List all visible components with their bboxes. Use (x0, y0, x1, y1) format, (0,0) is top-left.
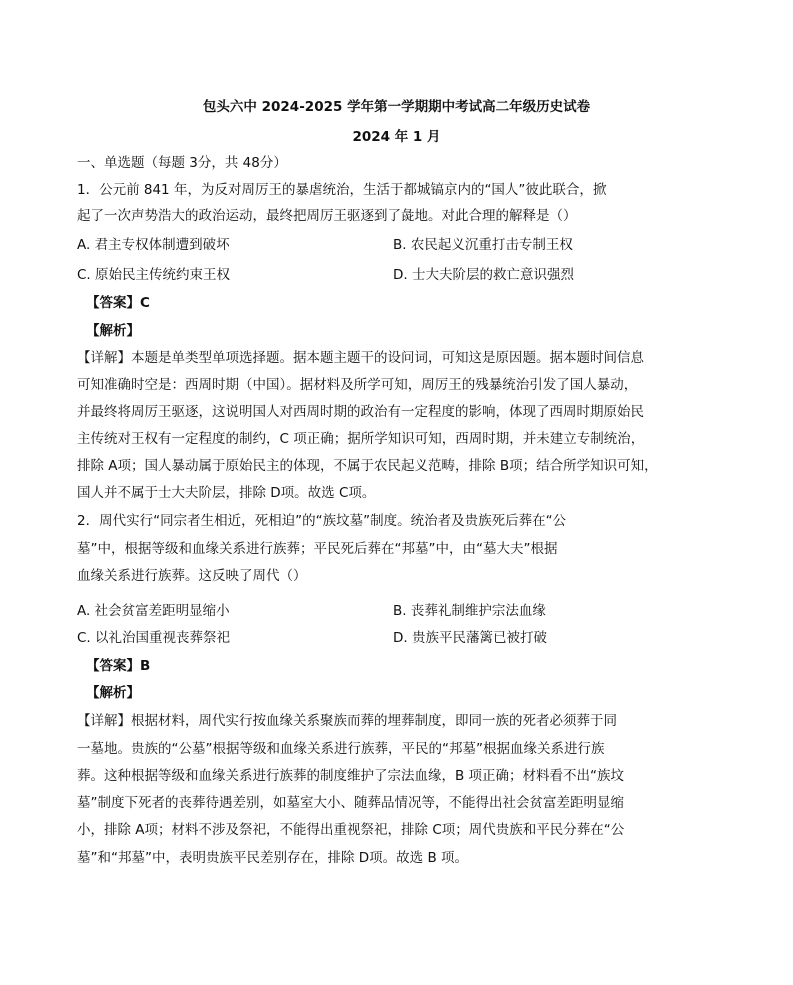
q2-stem-line: 墓”中，根据等级和血缘关系进行族葬；平民死后葬在“邦墓”中，由“墓大夫”根据 (77, 541, 558, 557)
q1-option-d: D. 士大夫阶层的救亡意识强烈 (393, 267, 574, 283)
q1-stem-line: 1．公元前 841 年，为反对周厉王的暴虐统治，生活于都城镐京内的“国人”彼此联合，掀 (77, 182, 607, 198)
q2-stem-line: 2．周代实行“同宗者生相近，死相迫”的“族坟墓”制度。统治者及贵族死后葬在“公 (77, 513, 567, 529)
q1-detail-line: 可知准确时空是：西周时期（中国）。据材料及所学可知，周厉王的残暴统治引发了国人暴动， (77, 377, 638, 393)
q2-detail-line: 墓”制度下死者的丧葬待遇差别，如墓室大小、随葬品情况等，不能得出社会贫富差距明显缩 (77, 795, 624, 811)
q1-stem-line: 起了一次声势浩大的政治运动，最终把周厉王驱逐到了彘地。对此合理的解释是（） (77, 208, 577, 224)
q1-detail-line: 国人并不属于士大夫阶层，排除 D项。故选 C项。 (77, 485, 376, 501)
q1-detail-line: 【详解】本题是单类型单项选择题。据本题主题干的设问词，可知这是原因题。据本题时间信息 (77, 350, 644, 366)
q2-detail-line: 墓”和“邦墓”中，表明贵族平民差别存在，排除 D项。故选 B 项。 (77, 850, 469, 866)
section-heading: 一、单选题（每题 3分，共 48分） (77, 155, 287, 171)
q2-detail-line: 小，排除 A项；材料不涉及祭祀，不能得出重视祭祀，排除 C项；周代贵族和平民分葬在“公 (77, 822, 625, 838)
q1-analysis-label: 【解析】 (86, 323, 140, 339)
q1-detail-line: 主传统对王权有一定程度的制约，C 项正确；据所学知识可知，西周时期，并未建立专制统治， (77, 431, 645, 447)
q1-option-a: A. 君主专权体制遭到破坏 (77, 237, 230, 253)
q2-option-a: A. 社会贫富差距明显缩小 (77, 603, 230, 619)
q1-answer: 【答案】C (86, 295, 150, 311)
q2-option-c: C. 以礼治国重视丧葬祭祀 (77, 630, 231, 646)
q2-option-d: D. 贵族平民藩篱已被打破 (393, 630, 547, 646)
q2-stem-line: 血缘关系进行族葬。这反映了周代（） (77, 568, 307, 584)
q1-option-c: C. 原始民主传统约束王权 (77, 267, 231, 283)
q2-detail-line: 一墓地。贵族的“公墓”根据等级和血缘关系进行族葬，平民的“邦墓”根据血缘关系进行族 (77, 741, 605, 757)
q1-option-b: B. 农民起义沉重打击专制王权 (393, 237, 573, 253)
exam-date: 2024 年 1 月 (352, 129, 441, 145)
q1-detail-line: 并最终将周厉王驱逐，这说明国人对西周时期的政治有一定程度的影响，体现了西周时期原始民 (77, 404, 644, 420)
q1-detail-line: 排除 A项；国人暴动属于原始民主的体现，不属于农民起义范畴，排除 B项；结合所学知识可知， (77, 458, 658, 474)
q2-answer: 【答案】B (86, 658, 151, 674)
q2-detail-line: 葬。这种根据等级和血缘关系进行族葬的制度维护了宗法血缘，B 项正确；材料看不出“族坟 (77, 768, 625, 784)
q2-analysis-label: 【解析】 (86, 685, 140, 701)
q2-option-b: B. 丧葬礼制维护宗法血缘 (393, 603, 546, 619)
exam-title: 包头六中 2024-2025 学年第一学期期中考试高二年级历史试卷 (202, 99, 591, 115)
q2-detail-line: 【详解】根据材料，周代实行按血缘关系聚族而葬的埋葬制度，即同一族的死者必须葬于同 (77, 713, 617, 729)
